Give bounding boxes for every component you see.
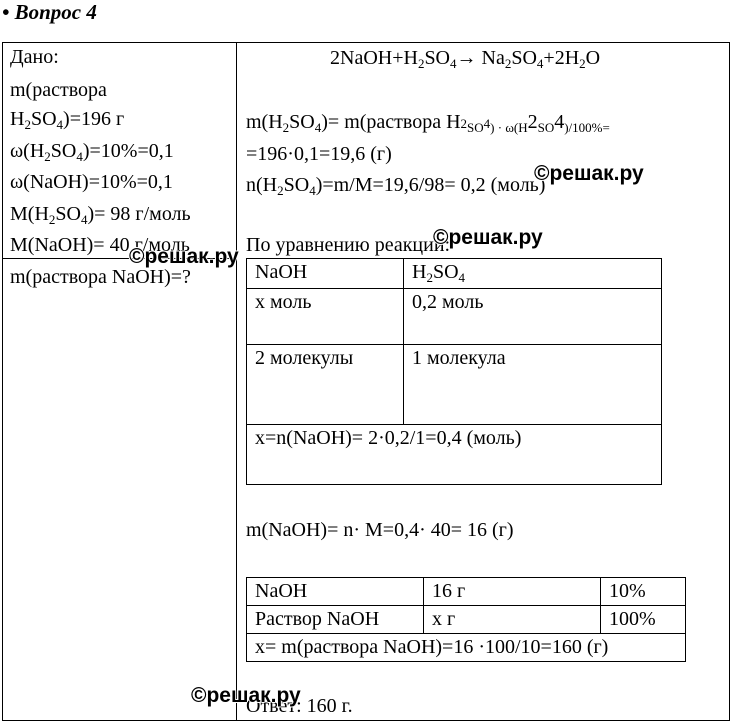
mass-table-result: x= m(раствора NaOH)=16 ·100/10=160 (г) [247, 634, 686, 662]
given-line-6: M(NaOH)= 40 г/моль [10, 234, 190, 256]
solution-mass-table [246, 577, 686, 662]
ratio-table [246, 258, 662, 485]
watermark-4: ©решак.ру [191, 684, 301, 707]
ratio-header-h2so4: $H_2SO_4$ [404, 259, 662, 289]
ratio-cell-naoh-molecules: 2 молекулы [247, 345, 404, 425]
watermark-3: ©решак.ру [129, 245, 239, 268]
ratio-cell-acid-molecules: 1 молекула [404, 345, 662, 425]
by-equation-label: По уравнению реакции: [246, 234, 451, 256]
watermark-2: ©решак.ру [433, 226, 543, 249]
mass-formula-line: $m(H_2SO_4)=$ m(раствора $H2_{SO}4_{) \cdot \omega(H}2_{SO}4_{)/100\%=}$ [246, 111, 610, 135]
mass-table-solution-mass: x г [424, 606, 601, 634]
given-line-4: ω(NaOH)=10%=0,1 [10, 171, 173, 193]
mass-table-solution: Раствор NaOH [247, 606, 424, 634]
column-divider [236, 42, 237, 721]
watermark-1: ©решак.ру [534, 162, 644, 185]
find-line: m(раствора NaOH)=? [10, 266, 191, 288]
answer-line: Ответ: 160 г. [246, 695, 353, 717]
mass-table-naoh-percent: 10% [601, 578, 686, 606]
given-label: Дано: [10, 46, 59, 68]
ratio-header-naoh: NaOH [247, 259, 404, 289]
ratio-cell-acid-moles: 0,2 моль [404, 289, 662, 345]
mass-table-solution-percent: 100% [601, 606, 686, 634]
reaction-equation: $2NaOH+H_2SO_4\to Na_2SO_4+2H_2O$ [330, 47, 601, 71]
ratio-cell-x: x моль [247, 289, 404, 345]
mass-calculation: =196·0,1=19,6 (г) [246, 143, 392, 165]
question-title: • Вопрос 4 [2, 0, 97, 24]
naoh-mass-line: m(NaOH)= n· M=0,4· 40= 16 (г) [246, 519, 514, 541]
given-line-2: $H_2SO_4)=196$ г [10, 108, 125, 132]
ratio-result: x=n(NaOH)= 2·0,2/1=0,4 (моль) [247, 425, 662, 485]
moles-line: $n(H_2SO_4)=m/M=19,6/98= 0,2$ (моль) [246, 174, 546, 198]
mass-table-naoh: NaOH [247, 578, 424, 606]
given-line-1: m(раствора [10, 79, 107, 101]
given-line-3: $\omega(H_2SO_4)=10\%=0,1$ [10, 140, 174, 164]
given-line-5: $M(H_2SO_4)= 98$ г/моль [10, 203, 191, 227]
mass-table-naoh-mass: 16 г [424, 578, 601, 606]
